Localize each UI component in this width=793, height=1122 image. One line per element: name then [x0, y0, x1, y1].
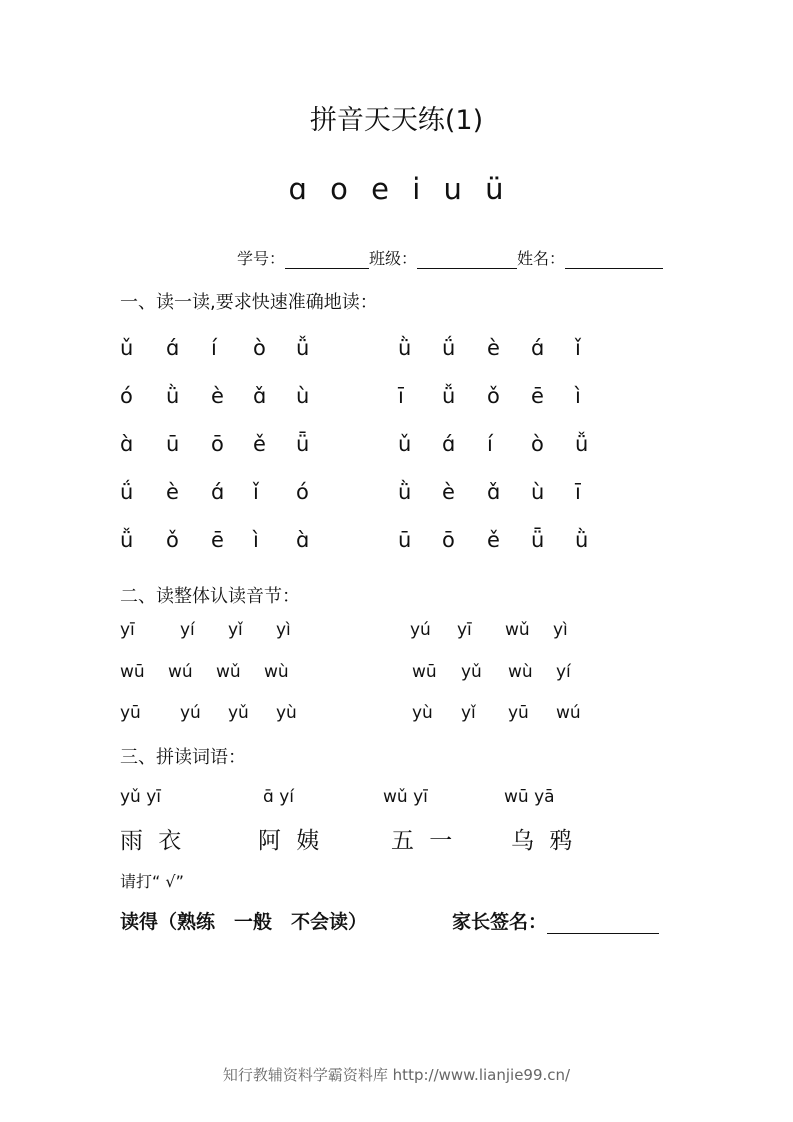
pinyin-syllable: ǚ [296, 336, 310, 360]
parent-sign-field[interactable] [547, 911, 659, 934]
assessment-options: 读得（熟练 一般 不会读） [120, 911, 368, 933]
pinyin-syllable: ǚ [442, 384, 456, 408]
pinyin-syllable: ǘ [442, 336, 456, 360]
whole-syllable: yǔ [228, 703, 249, 723]
word-pinyin: wū yā [504, 787, 555, 807]
student-no-field[interactable] [285, 248, 369, 269]
pinyin-syllable: ɑ́ [442, 432, 456, 456]
pinyin-syllable: ɑ̌ [253, 384, 267, 408]
whole-syllable: yú [180, 703, 201, 723]
pinyin-syllable: ó [296, 480, 309, 504]
pinyin-syllable: ō [442, 528, 455, 552]
pinyin-syllable: ǜ [398, 480, 412, 504]
pinyin-syllable: ǜ [166, 384, 180, 408]
page-title: 拼音天天练(1) [309, 105, 484, 136]
name-field[interactable] [565, 248, 663, 269]
pinyin-syllable: ū [398, 528, 412, 552]
parent-signature [452, 907, 659, 934]
pinyin-syllable: ī [398, 384, 404, 408]
pinyin-syllable: ò [253, 336, 266, 360]
pinyin-syllable: ǔ [398, 432, 412, 456]
whole-syllable: yǔ [461, 662, 482, 682]
pinyin-syllable: ù [296, 384, 310, 408]
pinyin-syllable: ǒ [166, 528, 179, 552]
pinyin-syllable: ù [531, 480, 545, 504]
whole-syllable: wù [508, 662, 533, 682]
pinyin-syllable: è [487, 336, 500, 360]
word-hanzi: 雨 衣 [120, 828, 186, 854]
whole-syllable: wū [120, 662, 145, 682]
whole-syllable: yū [120, 703, 141, 723]
section2-title: 二、读整体认读音节： [120, 586, 300, 607]
tick-prompt: 请打“ √” [120, 872, 184, 891]
pinyin-syllable: ɑ̀ [296, 528, 310, 552]
vowel-header: ɑ o e i u ü [288, 172, 505, 206]
pinyin-syllable: ǘ [120, 480, 134, 504]
pinyin-syllable: ǜ [398, 336, 412, 360]
whole-syllable: yū [508, 703, 529, 723]
name-label: 姓名： [517, 249, 566, 268]
whole-syllable: yǐ [461, 703, 476, 723]
pinyin-syllable: ǐ [253, 480, 259, 504]
pinyin-syllable: ǒ [487, 384, 500, 408]
pinyin-syllable: ǐ [575, 336, 581, 360]
pinyin-syllable: ò [531, 432, 544, 456]
student-info [237, 246, 663, 269]
whole-syllable: wū [412, 662, 437, 682]
whole-syllable: wǔ [505, 620, 530, 640]
word-pinyin: wǔ yī [383, 787, 428, 807]
word-pinyin: ɑ̄ yí [263, 787, 294, 807]
pinyin-syllable: ì [253, 528, 259, 552]
whole-syllable: yí [180, 620, 195, 640]
word-pinyin: yǔ yī [120, 787, 162, 807]
footer-watermark: 知行教辅资料学霸资料库 http://www.lianjie99.cn/ [222, 1066, 571, 1084]
parent-sign-label: 家长签名： [452, 911, 548, 933]
pinyin-syllable: ǖ [296, 432, 310, 456]
whole-syllable: yì [276, 620, 291, 640]
pinyin-syllable: è [442, 480, 455, 504]
whole-syllable: wú [168, 662, 193, 682]
whole-syllable: wú [556, 703, 581, 723]
whole-syllable: yù [276, 703, 297, 723]
section1-title: 一、读一读,要求快速准确地读： [120, 292, 378, 313]
word-hanzi: 乌 鸦 [511, 828, 577, 854]
whole-syllable: yù [412, 703, 433, 723]
pinyin-syllable: ǔ [120, 336, 134, 360]
pinyin-syllable: ī [575, 480, 581, 504]
pinyin-syllable: ē [531, 384, 544, 408]
pinyin-syllable: ɑ́ [166, 336, 180, 360]
pinyin-syllable: è [211, 384, 224, 408]
whole-syllable: yí [556, 662, 571, 682]
pinyin-syllable: è [166, 480, 179, 504]
word-hanzi: 阿 姨 [258, 828, 324, 854]
whole-syllable: yī [120, 620, 135, 640]
pinyin-syllable: ɑ́ [531, 336, 545, 360]
pinyin-syllable: ɑ̌ [487, 480, 501, 504]
pinyin-syllable: ū [166, 432, 180, 456]
pinyin-syllable: ó [120, 384, 133, 408]
word-hanzi: 五 一 [391, 828, 457, 854]
pinyin-syllable: ɑ̀ [120, 432, 134, 456]
pinyin-syllable: ǖ [531, 528, 545, 552]
class-label: 班级： [369, 249, 418, 268]
pinyin-syllable: ǚ [120, 528, 134, 552]
pinyin-syllable: ǚ [575, 432, 589, 456]
pinyin-syllable: ɑ́ [211, 480, 225, 504]
student-no-label: 学号： [237, 249, 286, 268]
pinyin-syllable: ě [253, 432, 266, 456]
pinyin-syllable: ē [211, 528, 224, 552]
whole-syllable: wǔ [216, 662, 241, 682]
whole-syllable: wù [264, 662, 289, 682]
pinyin-syllable: ě [487, 528, 500, 552]
whole-syllable: yú [410, 620, 431, 640]
pinyin-syllable: ǜ [575, 528, 589, 552]
class-field[interactable] [417, 248, 517, 269]
whole-syllable: yì [553, 620, 568, 640]
whole-syllable: yǐ [228, 620, 243, 640]
whole-syllable: yī [457, 620, 472, 640]
section3-title: 三、拼读词语： [120, 747, 246, 768]
pinyin-syllable: ì [575, 384, 581, 408]
pinyin-syllable: í [211, 336, 217, 360]
pinyin-syllable: í [487, 432, 493, 456]
pinyin-syllable: ō [211, 432, 224, 456]
